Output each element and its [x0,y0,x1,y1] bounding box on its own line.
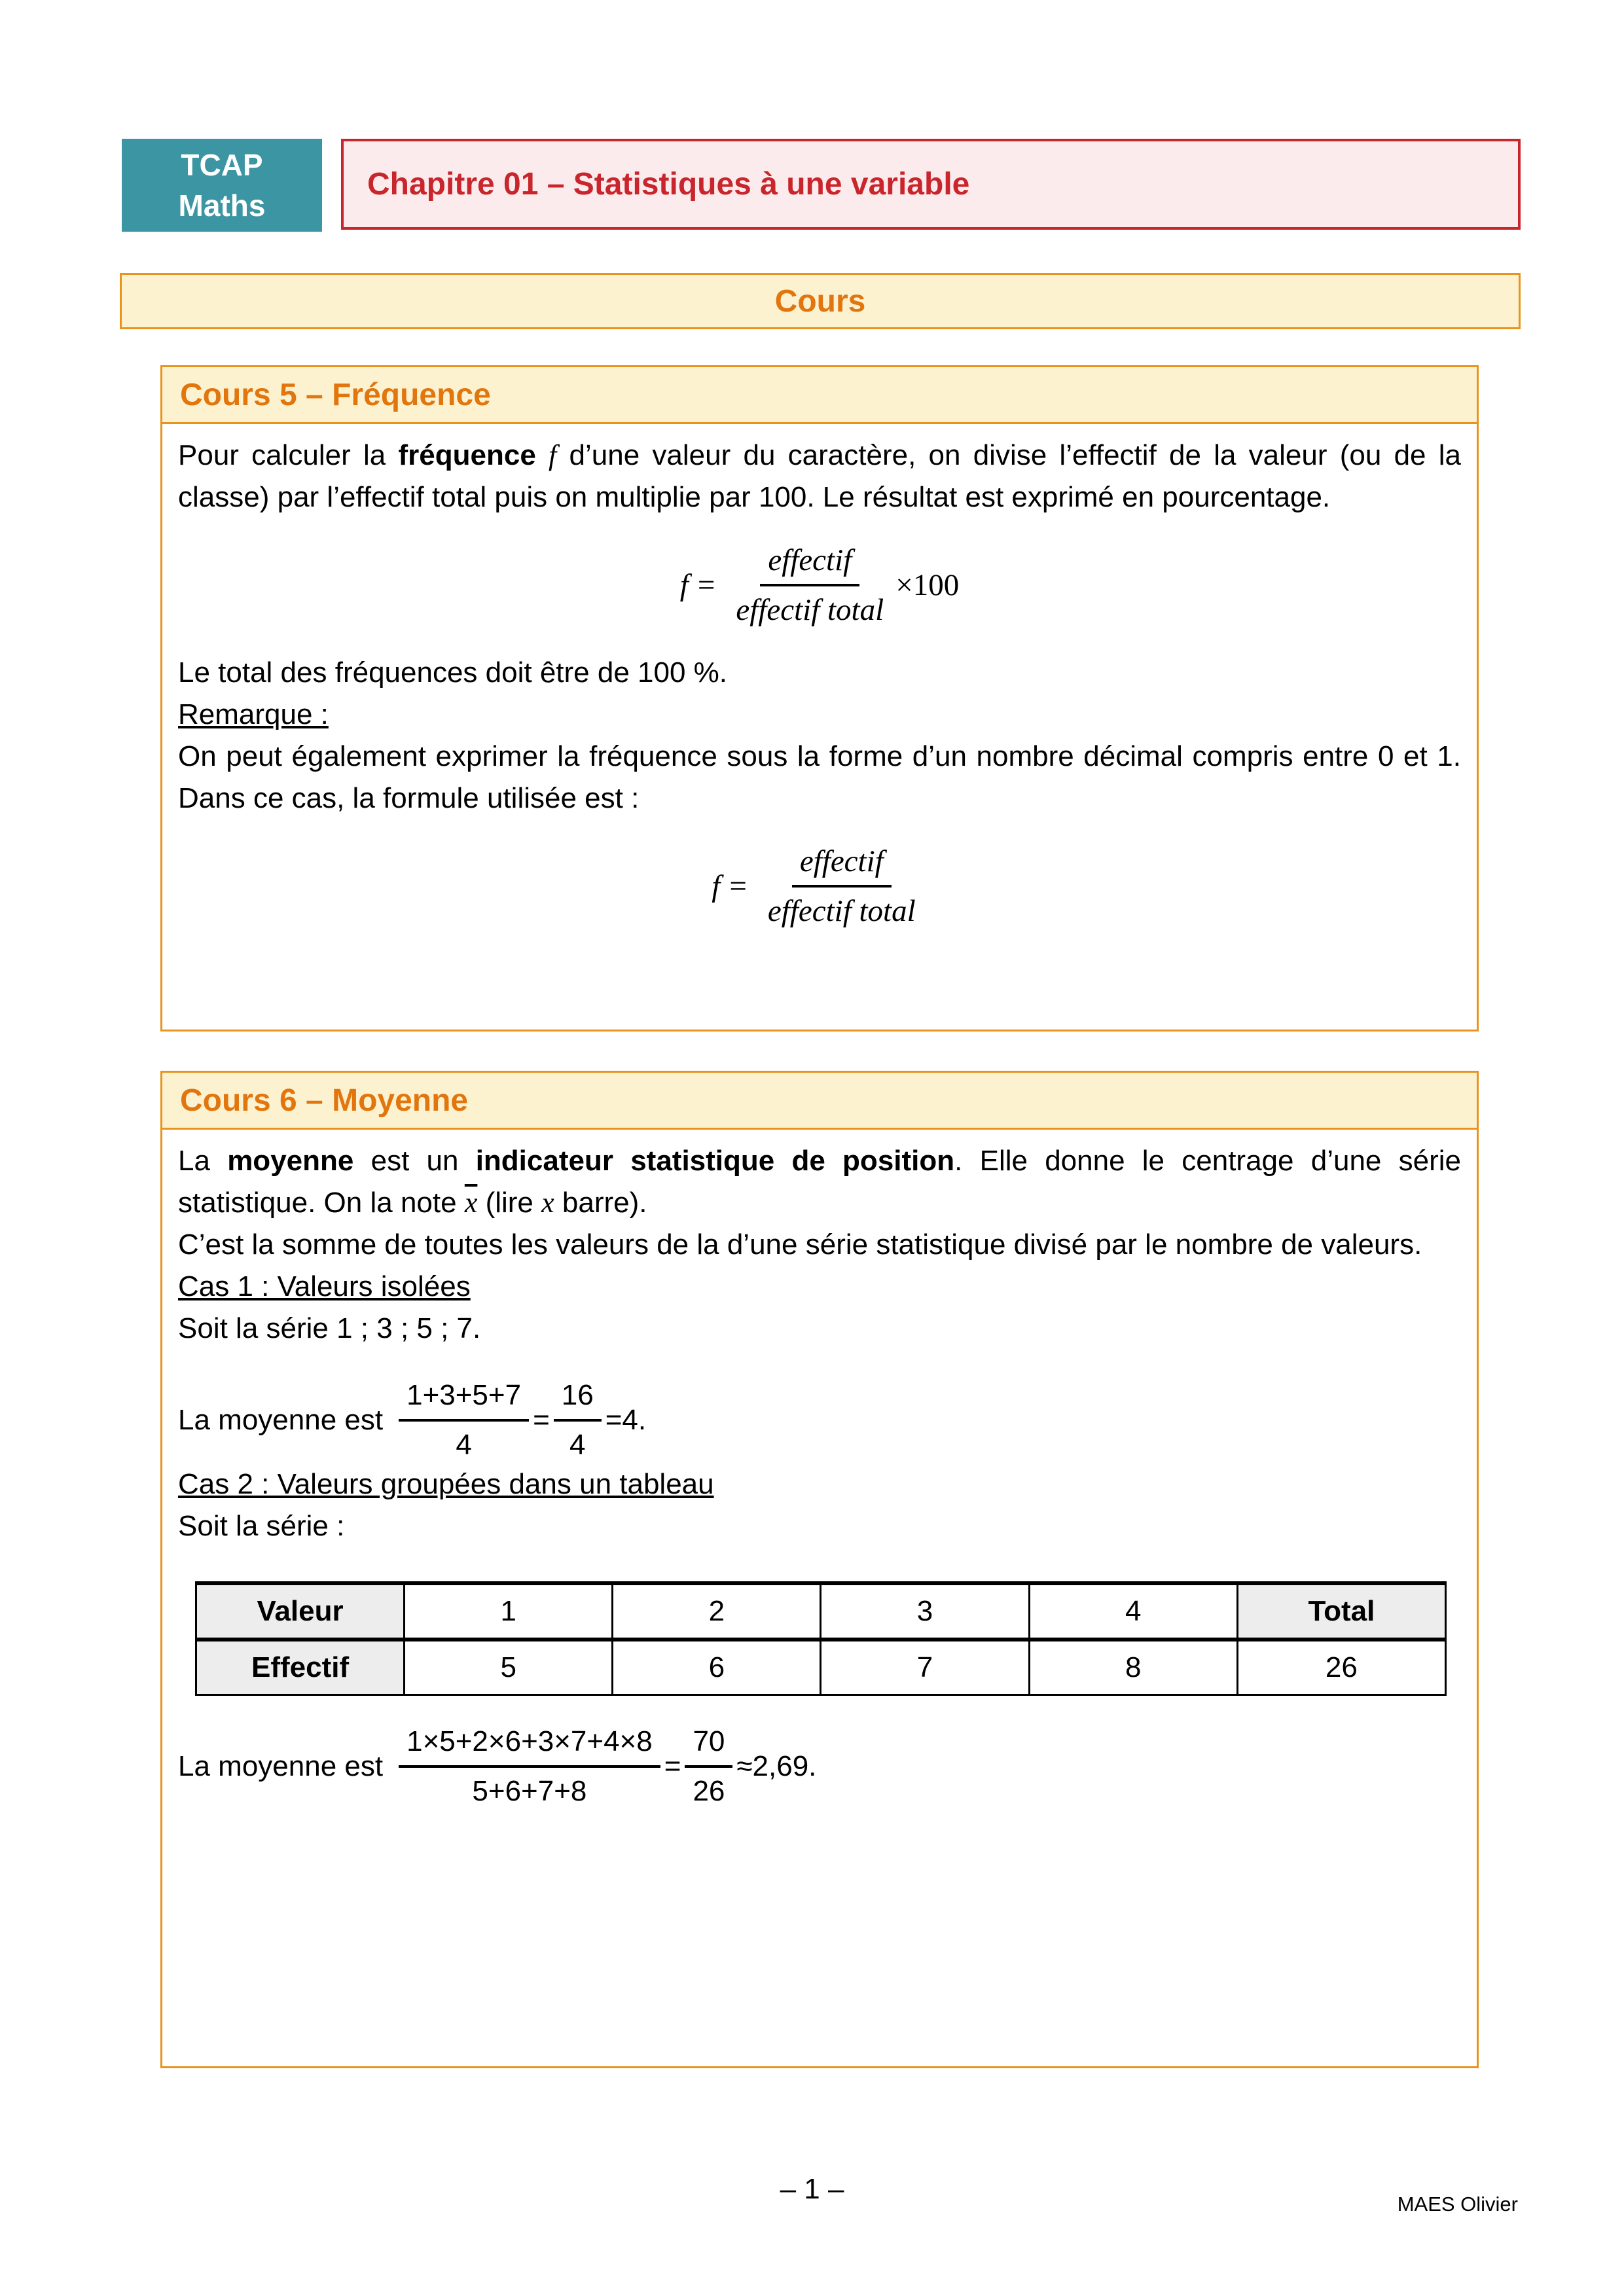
chapter-title-box [341,139,1521,230]
table-cell: 1 [405,1583,613,1640]
table-header-cell: Effectif [196,1640,405,1695]
bold-run: moyenne [227,1145,354,1177]
fraction-denominator: 4 [456,1429,472,1461]
equals-sign: = [533,1404,550,1436]
formula-frequency-decimal [178,843,1461,929]
cours6-paragraph-1 [178,1140,1461,1224]
fraction-denominator: 26 [693,1775,725,1807]
fraction-numerator: 1+3+5+7 [399,1377,529,1422]
cours5-title: Cours 5 – Fréquence [180,378,491,412]
cours5-paragraph-2: Le total des fréquences doit être de 100 %. [178,656,728,689]
fraction-denominator: effectif total [767,894,916,928]
equals-sign: = [697,568,715,602]
cours5-paragraph-3: On peut également exprimer la fréquence sous la forme d’un nombre décimal compris entre 0 et 1. Dans ce cas, la formule utilisée est : [178,740,1461,814]
table-cell: 5 [405,1640,613,1695]
formula-lhs: f [679,568,689,602]
table-cell: 3 [821,1583,1029,1640]
school-badge [122,139,322,232]
table-cell: 4 [1029,1583,1237,1640]
approx-sign: ≈ [736,1750,753,1782]
text-run: Pour calculer la [178,439,399,471]
cours5-header [162,367,1477,424]
formula-prefix: La moyenne est [178,1404,384,1436]
table-cell: 26 [1237,1640,1445,1695]
author-name: MAES Olivier [1397,2193,1518,2215]
cas1-label: Cas 1 : Valeurs isolées [178,1270,471,1302]
text-run: La [178,1145,228,1177]
text-run: (lire [477,1187,542,1219]
text-run [536,439,549,471]
cours5-section [160,365,1479,1031]
cours6-paragraph-2: C’est la somme de toutes les valeurs de la d’une série statistique divisé par le nombre de valeurs. [178,1229,1422,1261]
serie1-text: Soit la série 1 ; 3 ; 5 ; 7. [178,1312,481,1344]
fraction-numerator: 1×5+2×6+3×7+4×8 [399,1723,660,1768]
remark-label: Remarque : [178,698,329,730]
equals-sign: = [605,1404,623,1436]
cas2-label: Cas 2 : Valeurs groupées dans un tableau [178,1468,714,1500]
fraction [399,1377,529,1463]
table-row-valeur [196,1583,1446,1640]
cours5-body [162,424,1477,973]
frequency-table [195,1581,1447,1696]
fraction-numerator: effectif [792,843,892,888]
cours6-header [162,1073,1477,1130]
cours6-title: Cours 6 – Moyenne [180,1083,469,1118]
math-variable-f: f [549,439,557,471]
badge-line2: Maths [178,188,266,223]
table-cell: 7 [821,1640,1029,1695]
text-run: barre). [554,1187,647,1219]
formula-prefix: La moyenne est [178,1750,384,1782]
fraction-denominator: effectif total [736,593,884,627]
fraction [685,1723,732,1810]
fraction-numerator: 70 [685,1723,732,1768]
table-header-cell: Total [1237,1583,1445,1640]
table-row-effectif [196,1640,1446,1695]
fraction [554,1377,602,1463]
fraction-numerator: effectif [760,542,859,586]
table-cell: 8 [1029,1640,1237,1695]
table-cell: 6 [613,1640,821,1695]
bold-run: indicateur statistique de position [475,1145,955,1177]
fraction [760,843,924,929]
bold-run: fréquence [398,439,536,471]
fraction [728,542,892,628]
cours-banner [120,273,1521,329]
equals-sign: = [729,869,747,903]
formula-lhs: f [712,869,721,903]
fraction-denominator: 4 [569,1429,586,1461]
badge-line1: TCAP [181,148,263,182]
multiplier: ×100 [895,568,960,602]
formula-result: 2,69. [752,1750,817,1782]
fraction-numerator: 16 [554,1377,602,1422]
cours-banner-label: Cours [774,283,866,319]
formula-mean-isolated [178,1377,1461,1463]
serie2-label: Soit la série : [178,1510,345,1542]
math-x-bar: $\overline{x}$ [464,1187,478,1219]
chapter-title: Chapitre 01 – Statistiques à une variable [367,167,970,202]
equals-sign: = [664,1750,681,1782]
cours6-section [160,1071,1479,2068]
text-run: est un [353,1145,476,1177]
cours6-body [162,1130,1477,1829]
text-run: . Elle donne le centrage d’une série statistique. On la note [178,1145,1461,1219]
table-header-cell: Valeur [196,1583,405,1640]
page-number: – 1 – [780,2173,844,2205]
math-variable-x: x [541,1187,554,1219]
fraction [399,1723,660,1810]
formula-result: 4. [622,1404,647,1436]
text-run: d’une valeur du caractère, on divise l’effectif de la valeur (ou de la classe) par l’effectif total puis on multiplie par 100. Le résultat est exprimé en pourcentage. [178,439,1461,513]
cours5-paragraph-1 [178,435,1461,518]
table-cell: 2 [613,1583,821,1640]
formula-mean-grouped [178,1723,1461,1810]
formula-frequency-percent [178,542,1461,628]
fraction-denominator: 5+6+7+8 [472,1775,587,1807]
